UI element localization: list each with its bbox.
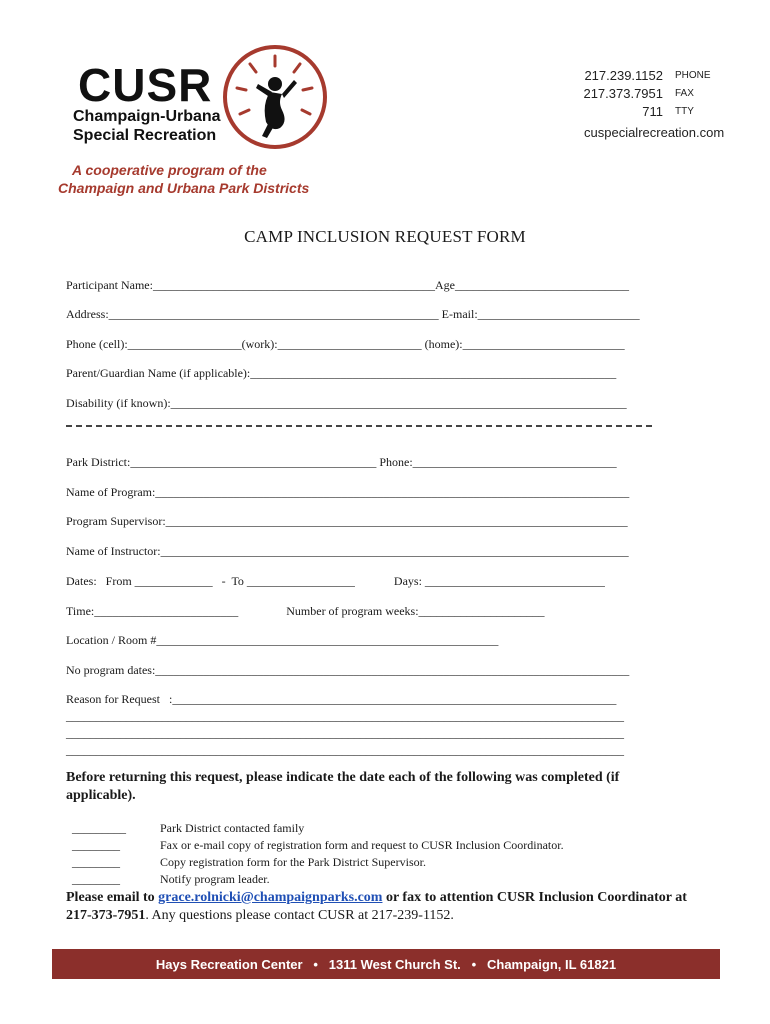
checklist-blank[interactable]: ________ (72, 838, 120, 852)
footer-address-bar (52, 949, 720, 979)
section-divider (66, 425, 652, 427)
field-reason-line[interactable]: _____________________________________________________________________________________________ (66, 709, 624, 723)
contact-tty (560, 102, 711, 120)
email-link[interactable]: grace.rolnicki@champaignparks.com (158, 890, 383, 905)
checklist-text: Park District contacted family (160, 821, 305, 835)
coop-line-2: Champaign and Urbana Park Districts (58, 180, 310, 196)
checklist-item (66, 857, 270, 887)
contact-label: FAX (675, 87, 694, 99)
checklist-text: Notify program leader. (160, 872, 270, 886)
field-location[interactable]: Location / Room #_________________________________________________________ (66, 633, 499, 647)
field-phone[interactable]: Phone (cell):___________________(work):________________________ (home):___________________________ (66, 337, 625, 351)
logo-subtitle-1: Champaign-Urbana (73, 108, 221, 125)
contact-fax (560, 84, 711, 102)
field-program-name[interactable]: Name of Program:_______________________________________________________________________________ (66, 485, 630, 499)
field-reason[interactable]: Reason for Request :__________________________________________________________________________ (66, 692, 617, 706)
sun-logo-icon (222, 44, 328, 150)
checklist-text: Copy registration form for the Park District Supervisor. (160, 855, 426, 869)
email-mid: or fax to attention CUSR Inclusion Coordinator at 217-373-7951 (66, 890, 687, 923)
logo-subtitle-2: Special Recreation (73, 127, 217, 144)
checklist-text: Fax or e-mail copy of registration form and request to CUSR Inclusion Coordinator. (160, 838, 564, 852)
field-reason-line[interactable]: _____________________________________________________________________________________________ (66, 726, 624, 740)
form-title: CAMP INCLUSION REQUEST FORM (244, 227, 526, 246)
field-park-district[interactable]: Park District:_________________________________________ Phone:__________________________________ (66, 455, 617, 469)
instructions-heading: Before returning this request, please indicate the date each of the following was completed (if applicable). (66, 770, 620, 803)
field-dates[interactable]: Dates: From _____________ - To __________________ Days: ______________________________ (66, 574, 605, 588)
return-instructions (66, 889, 706, 925)
contact-number: 711 (642, 103, 663, 119)
field-guardian-name[interactable]: Parent/Guardian Name (if applicable):_____________________________________________________________ (66, 366, 617, 380)
logo-text: CUSR (78, 59, 213, 111)
email-prefix: Please email to (66, 890, 159, 905)
footer-text: Hays Recreation Center • 1311 West Church St. • Champaign, IL 61821 (155, 956, 617, 972)
contact-label: PHONE (675, 69, 711, 81)
contact-number: 217.239.1152 (584, 67, 663, 83)
checklist-blank[interactable]: ________ (72, 872, 120, 886)
field-address[interactable]: Address:_______________________________________________________ E-mail:___________________________ (66, 307, 640, 321)
contact-label: TTY (675, 105, 694, 117)
field-disability[interactable]: Disability (if known):____________________________________________________________________________ (66, 396, 627, 410)
website-link[interactable]: cuspecialrecreation.com (584, 125, 725, 140)
field-instructor[interactable]: Name of Instructor:______________________________________________________________________________ (66, 544, 629, 558)
checklist-blank[interactable]: ________ (72, 855, 120, 869)
contact-block (560, 66, 711, 120)
contact-phone (560, 66, 711, 84)
email-suffix: . Any questions please contact CUSR at 217-239-1152. (145, 908, 454, 923)
coop-line-1: A cooperative program of the (72, 162, 267, 178)
contact-number: 217.373.7951 (583, 85, 663, 101)
field-reason-line[interactable]: _____________________________________________________________________________________________ (66, 743, 624, 757)
field-program-supervisor[interactable]: Program Supervisor:_____________________________________________________________________________ (66, 514, 628, 528)
field-time[interactable]: Time:________________________ Number of program weeks:_____________________ (66, 604, 545, 618)
checklist-blank[interactable]: _________ (72, 821, 126, 835)
field-no-program-dates[interactable]: No program dates:_______________________________________________________________________________ (66, 663, 630, 677)
field-participant-name[interactable]: Participant Name:_______________________________________________Age_____________________________ (66, 278, 629, 292)
